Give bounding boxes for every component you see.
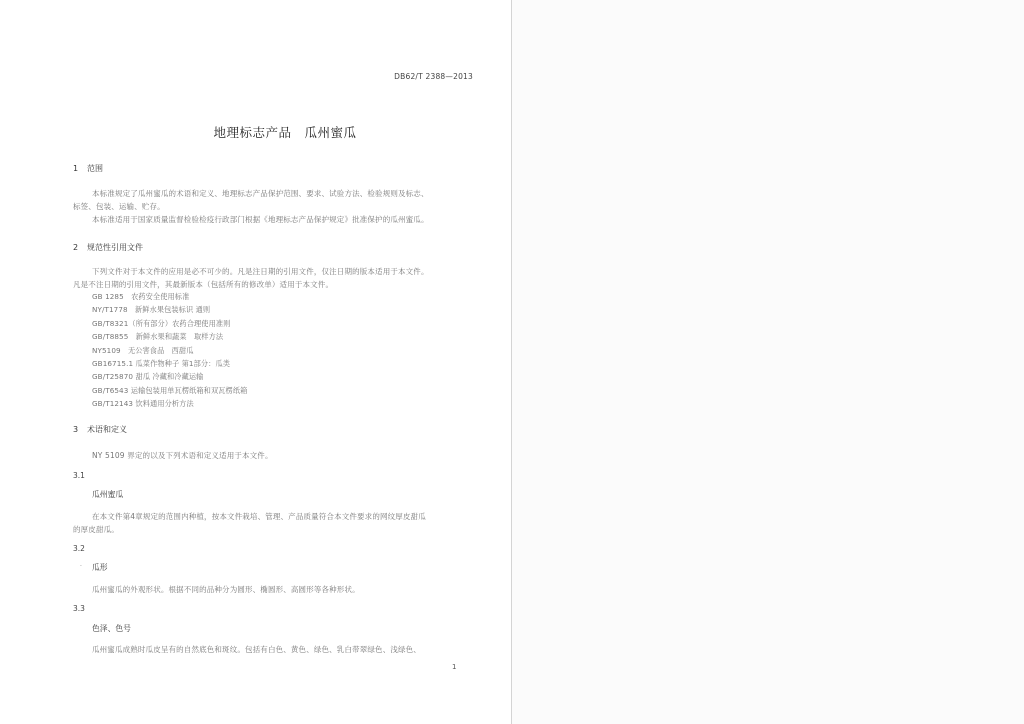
reference-item: GB/T8855 新鲜水果和蔬菜 取样方法	[92, 332, 224, 342]
term-name: 色泽、色号	[92, 624, 131, 633]
reference-item: GB/T8321（所有部分）农药合理使用准则	[92, 318, 231, 328]
term-number: 3.3	[73, 604, 85, 613]
scope-paragraph-line: 本标准规定了瓜州蜜瓜的术语和定义、地理标志产品保护范围、要求、试验方法、检验规则及标志、	[92, 189, 429, 198]
scope-paragraph-line: 标签、包装、运输、贮存。	[73, 202, 165, 211]
standard-code: DB62/T 2388—2013	[394, 72, 473, 81]
term-name: 瓜形	[92, 563, 108, 572]
reference-list	[92, 292, 247, 413]
normative-intro-line: 凡是不注日期的引用文件，其最新版本（包括所有的修改单）适用于本文件。	[73, 280, 334, 289]
term-definition-line: 的厚皮甜瓜。	[73, 525, 119, 534]
scan-mark: ·	[80, 563, 82, 570]
section-1-heading	[73, 163, 103, 174]
reference-item: GB 1285 农药安全使用标准	[92, 292, 190, 301]
term-definition: 瓜州蜜瓜的外观形状。根据不同的品种分为圆形、椭圆形、高圆形等各种形状。	[92, 585, 360, 594]
section-number: 2	[73, 243, 79, 252]
reference-item: NY5109 无公害食品 西甜瓜	[92, 345, 194, 355]
section-title: 术语和定义	[87, 425, 127, 434]
reference-item: NY/T1778 新鲜水果包装标识 通则	[92, 305, 211, 315]
term-number: 3.2	[73, 544, 85, 553]
blank-right-page	[512, 0, 1024, 724]
reference-item: GB/T25870 甜瓜 冷藏和冷藏运输	[92, 372, 204, 382]
normative-intro-line: 下列文件对于本文件的应用是必不可少的。凡是注日期的引用文件，仅注日期的版本适用于本文件。	[92, 267, 429, 276]
reference-item: GB16715.1 瓜菜作物种子 第1部分：瓜类	[92, 358, 231, 368]
terms-intro: NY 5109 界定的以及下列术语和定义适用于本文件。	[92, 451, 273, 460]
section-title: 范围	[87, 164, 103, 173]
section-2-heading	[73, 242, 143, 253]
reference-item: GB/T12143 饮料通用分析方法	[92, 399, 194, 409]
term-name: 瓜州蜜瓜	[92, 490, 124, 499]
section-title: 规范性引用文件	[87, 243, 143, 252]
term-definition: 瓜州蜜瓜成熟时瓜皮呈有的自然底色和斑纹。包括有白色、黄色、绿色、乳白带翠绿色、浅绿色、	[92, 645, 421, 654]
reference-item: GB/T6543 运输包装用单瓦楞纸箱和双瓦楞纸箱	[92, 385, 248, 395]
term-number: 3.1	[73, 471, 85, 480]
section-3-heading	[73, 424, 127, 435]
section-number: 1	[73, 164, 79, 173]
section-number: 3	[73, 425, 79, 434]
scope-applicability-paragraph: 本标准适用于国家质量监督检验检疫行政部门根据《地理标志产品保护规定》批准保护的瓜州蜜瓜。	[92, 215, 429, 224]
term-definition-line: 在本文件第4章规定的范围内种植，按本文件栽培、管理、产品质量符合本文件要求的网纹厚皮甜瓜	[92, 512, 426, 521]
page-number: 1	[452, 663, 457, 671]
document-title: 地理标志产品 瓜州蜜瓜	[213, 125, 357, 140]
